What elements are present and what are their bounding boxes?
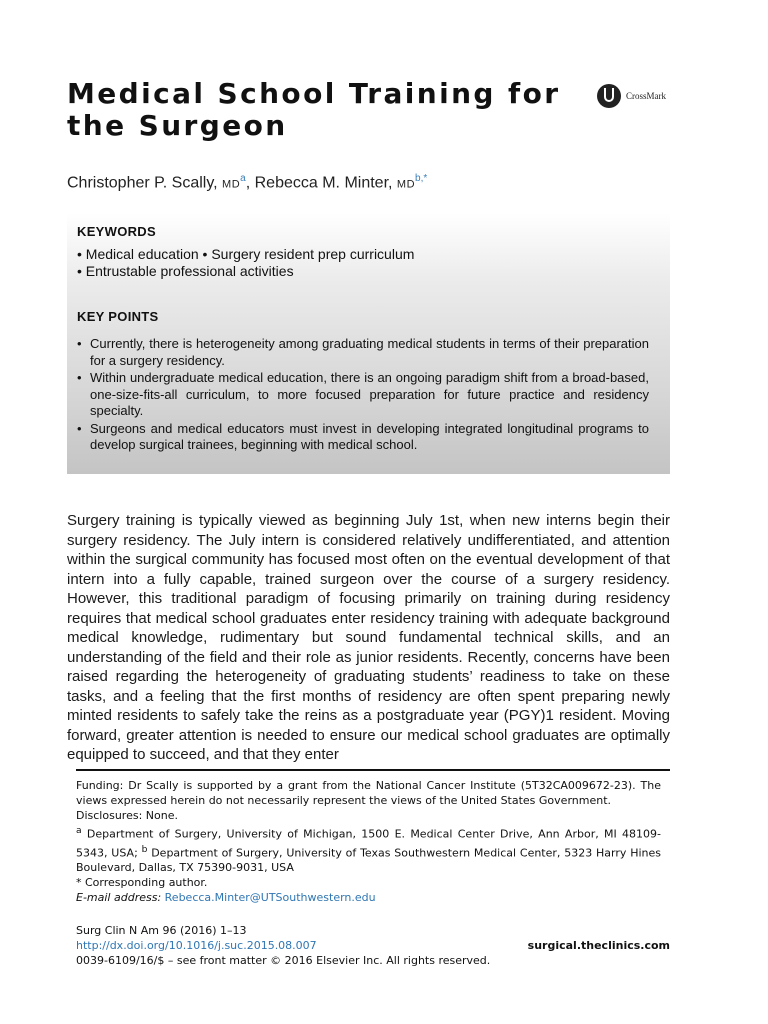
key-points-heading: KEY POINTS <box>77 309 159 324</box>
author-1-degree: MD <box>222 178 241 191</box>
crossmark-icon <box>597 84 621 108</box>
article-title <box>67 78 567 142</box>
author-1-affiliation-mark[interactable]: a <box>240 173 246 184</box>
body-paragraph: Surgery training is typically viewed as beginning July 1st, when new interns begin their surgery residency. The July intern is considered relatively undifferentiated, and attention within the surgical community has focused most often on the eventual development of that intern into a fully capable, trained surgeon over the course of a surgery residency. However, this traditional paradigm of focusing primarily on training during residency requires that medical school graduates enter residency training with adequate background medical knowledge, rudimentary but sound fundamental technical skills, and an understanding of the field and their role as junior residents. Recently, concerns have been raised regarding the heterogeneity of graduating students’ readiness to take on these tasks, and a feeling that the first months of residency are often spent preparing newly minted residents to safely take the reins as a postgraduate year (PGY)1 resident. Moving forward, greater attention is needed to ensure our medical school graduates are optimally equipped to succeed, and that they enter <box>67 512 670 763</box>
crossmark-label: CrossMark <box>626 91 666 101</box>
funding-note: Funding: Dr Scally is supported by a grant from the National Cancer Institute (5T32CA009672-23). The views expressed herein do not necessarily represent the views of the United States Government. <box>76 779 661 807</box>
key-point-item: • Currently, there is heterogeneity among graduating medical students in terms of their preparation for a surgery residency. <box>77 336 649 369</box>
keywords-line-1: • Medical education • Surgery resident prep curriculum <box>77 246 415 262</box>
doi-link[interactable]: http://dx.doi.org/10.1016/j.suc.2015.08.007 <box>76 939 317 952</box>
email-note <box>76 890 661 905</box>
affiliation-a: Department of Surgery, University of Michigan, 1500 E. Medical Center Drive, Ann Arbor, MI 48109-5343, USA; <box>76 827 661 860</box>
keywords-line-2: • Entrustable professional activities <box>77 263 294 279</box>
crossmark-badge[interactable] <box>597 84 666 108</box>
footnotes <box>76 778 661 905</box>
author-2-name: Rebecca M. Minter, <box>254 174 393 192</box>
disclosures-note: Disclosures: None. <box>76 809 178 822</box>
keywords-keypoints-box <box>67 213 670 474</box>
author-1-name: Christopher P. Scally, <box>67 174 218 192</box>
author-2-affiliation-mark[interactable]: b,* <box>415 173 428 184</box>
email-label: E-mail address: <box>76 891 162 905</box>
journal-site[interactable]: surgical.theclinics.com <box>527 939 670 952</box>
key-point-item: • Surgeons and medical educators must invest in developing integrated longitudinal programs to develop surgical trainees, beginning with medical school. <box>77 421 649 454</box>
journal-info <box>76 923 670 968</box>
journal-citation: Surg Clin N Am 96 (2016) 1–13 <box>76 924 247 937</box>
affiliations-note <box>76 823 661 875</box>
title-line-1: Medical School Training for <box>67 77 561 110</box>
author-line <box>67 173 427 192</box>
affiliation-b-mark: b <box>141 843 148 855</box>
email-link[interactable]: Rebecca.Minter@UTSouthwestern.edu <box>164 891 376 905</box>
key-point-item: • Within undergraduate medical education, there is an ongoing paradigm shift from a broad-based, one-size-fits-all curriculum, to more focused preparation for future practice and residency specialty. <box>77 370 649 420</box>
corresponding-note: * Corresponding author. <box>76 876 208 890</box>
key-points-list <box>77 336 649 455</box>
author-separator: , <box>245 174 251 192</box>
affiliation-a-mark: a <box>76 825 82 836</box>
author-2-degree: MD <box>396 178 416 191</box>
title-line-2: the Surgeon <box>67 109 288 142</box>
keywords-heading: KEYWORDS <box>77 224 156 239</box>
footnote-rule <box>76 769 670 771</box>
affiliation-b: Department of Surgery, University of Texas Southwestern Medical Center, 5323 Harry Hines Boulevard, Dallas, TX 75390-9031, USA <box>76 846 661 875</box>
copyright-line: 0039-6109/16/$ – see front matter © 2016 Elsevier Inc. All rights reserved. <box>76 954 491 967</box>
doi-row <box>76 938 670 953</box>
